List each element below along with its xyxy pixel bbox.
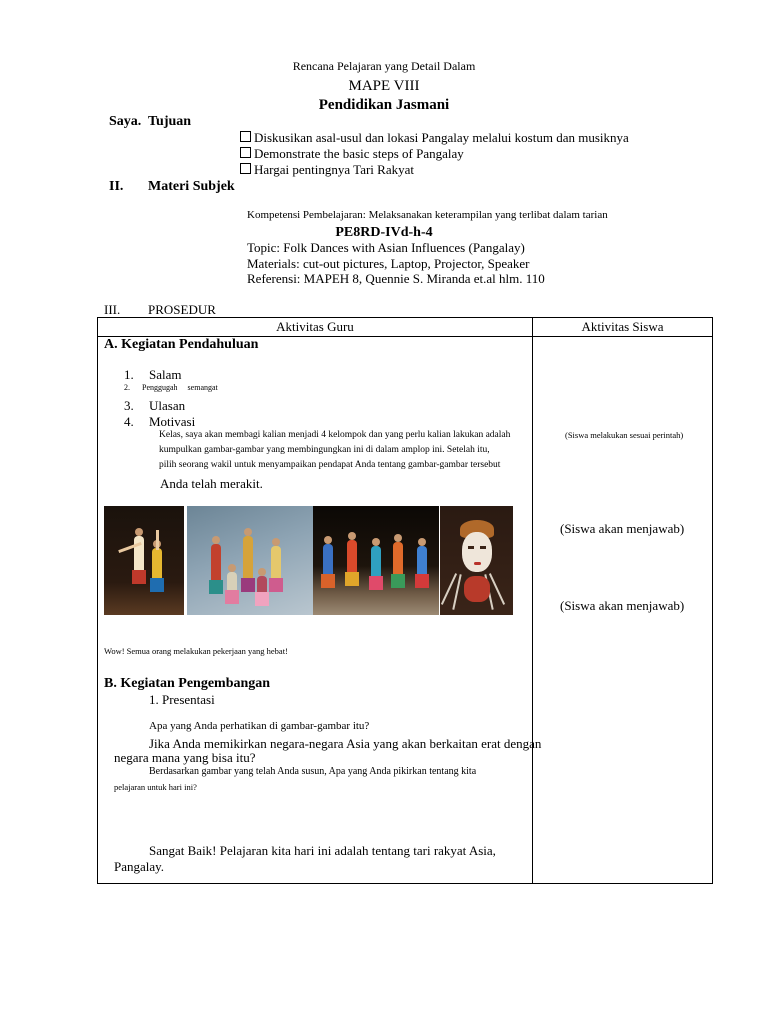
presentation-label: 1. Presentasi [149, 692, 215, 707]
student-response: (Siswa melakukan sesuai perintah) [565, 430, 684, 440]
objective-item: Demonstrate the basic steps of Pangalay [240, 146, 464, 162]
dance-photo-1 [104, 506, 184, 615]
checkbox-icon [240, 147, 251, 158]
section3-title: PROSEDUR [148, 302, 216, 317]
motivation-text: Kelas, saya akan membagi kalian menjadi 4 kelompok dan yang perlu kalian lakukan adalah [159, 430, 511, 440]
checkbox-icon [240, 163, 251, 174]
question-text: negara mana yang bisa itu? [114, 750, 256, 765]
step-number: 1. [124, 367, 134, 382]
section2-title: Materi Subjek [148, 179, 235, 194]
dancer-figure [347, 540, 357, 586]
step-label: Penggugah semangat [142, 383, 218, 392]
competency-code: PE8RD-IVd-h-4 [335, 225, 433, 240]
closing-text: Sangat Baik! Pelajaran kita hari ini adalah tentang tari rakyat Asia, [149, 843, 496, 858]
plan-title-line: Rencana Pelajaran yang Detail Dalam [292, 59, 476, 73]
student-response: (Siswa akan menjawab) [560, 598, 685, 613]
closing-text: Pangalay. [114, 859, 165, 874]
praise-text: Wow! Semua orang melakukan pekerjaan yang hebat! [104, 646, 288, 656]
question-text: Apa yang Anda perhatikan di gambar-gambar itu? [149, 720, 370, 732]
part-a-title: A. Kegiatan Pendahuluan [104, 337, 259, 352]
dancer-figure [417, 546, 427, 588]
student-response: (Siswa akan menjawab) [560, 521, 685, 536]
objective-item: Diskusikan asal-usul dan lokasi Pangalay melalui kostum dan musiknya [240, 130, 629, 146]
learning-competency: Kompetensi Pembelajaran: Melaksanakan keterampilan yang terlibat dalam tarian [247, 209, 608, 221]
section1-number: Saya. [109, 114, 142, 129]
dancer-figure [371, 546, 381, 590]
dancer-figure [271, 546, 281, 592]
dance-photo-4 [440, 506, 513, 615]
dancer-figure [323, 544, 333, 588]
dancer-figure [257, 576, 267, 606]
header-teacher-activity: Aktivitas Guru [98, 318, 533, 337]
step-number: 2. [124, 383, 130, 392]
motivation-end: Anda telah merakit. [160, 476, 263, 491]
dancer-figure [227, 572, 237, 604]
question-text: Berdasarkan gambar yang telah Anda susun, Apa yang Anda pikirkan tentang kita [149, 766, 477, 777]
checkbox-icon [240, 131, 251, 142]
subject-name: Pendidikan Jasmani [318, 97, 450, 113]
section2-number: II. [109, 179, 124, 194]
part-b-title: B. Kegiatan Pengembangan [104, 676, 271, 691]
dancer-figure [393, 542, 403, 588]
step-label: Salam [149, 367, 182, 382]
topic: Topic: Folk Dances with Asian Influences (Pangalay) [247, 240, 525, 255]
dancer-figure [152, 548, 162, 592]
dance-photo-2 [187, 506, 313, 615]
motivation-text: kumpulkan gambar-gambar yang membingungkan ini di dalam amplop ini. Setelah itu, [159, 445, 490, 455]
header-student-activity: Aktivitas Siswa [533, 318, 713, 337]
step-number: 4. [124, 414, 134, 429]
objective-item: Hargai pentingnya Tari Rakyat [240, 162, 414, 178]
section1-title: Tujuan [148, 114, 192, 129]
step-number: 3. [124, 398, 134, 413]
dancer-figure [243, 536, 253, 592]
dancer-figure [211, 544, 221, 594]
question-text: pelajaran untuk hari ini? [114, 782, 197, 792]
dance-photo-3 [313, 506, 439, 615]
reference: Referensi: MAPEH 8, Quennie S. Miranda et.al hlm. 110 [247, 271, 545, 286]
step-label: Ulasan [149, 398, 186, 413]
section3-number: III. [104, 302, 121, 317]
motivation-text: pilih seorang wakil untuk menyampaikan pendapat Anda tentang gambar-gambar tersebut [159, 460, 501, 470]
subject-code: MAPE VIII [348, 78, 420, 94]
step-label: Motivasi [149, 414, 196, 429]
materials: Materials: cut-out pictures, Laptop, Projector, Speaker [247, 256, 530, 271]
question-text: Jika Anda memikirkan negara-negara Asia yang akan berkaitan erat dengan [149, 736, 542, 751]
